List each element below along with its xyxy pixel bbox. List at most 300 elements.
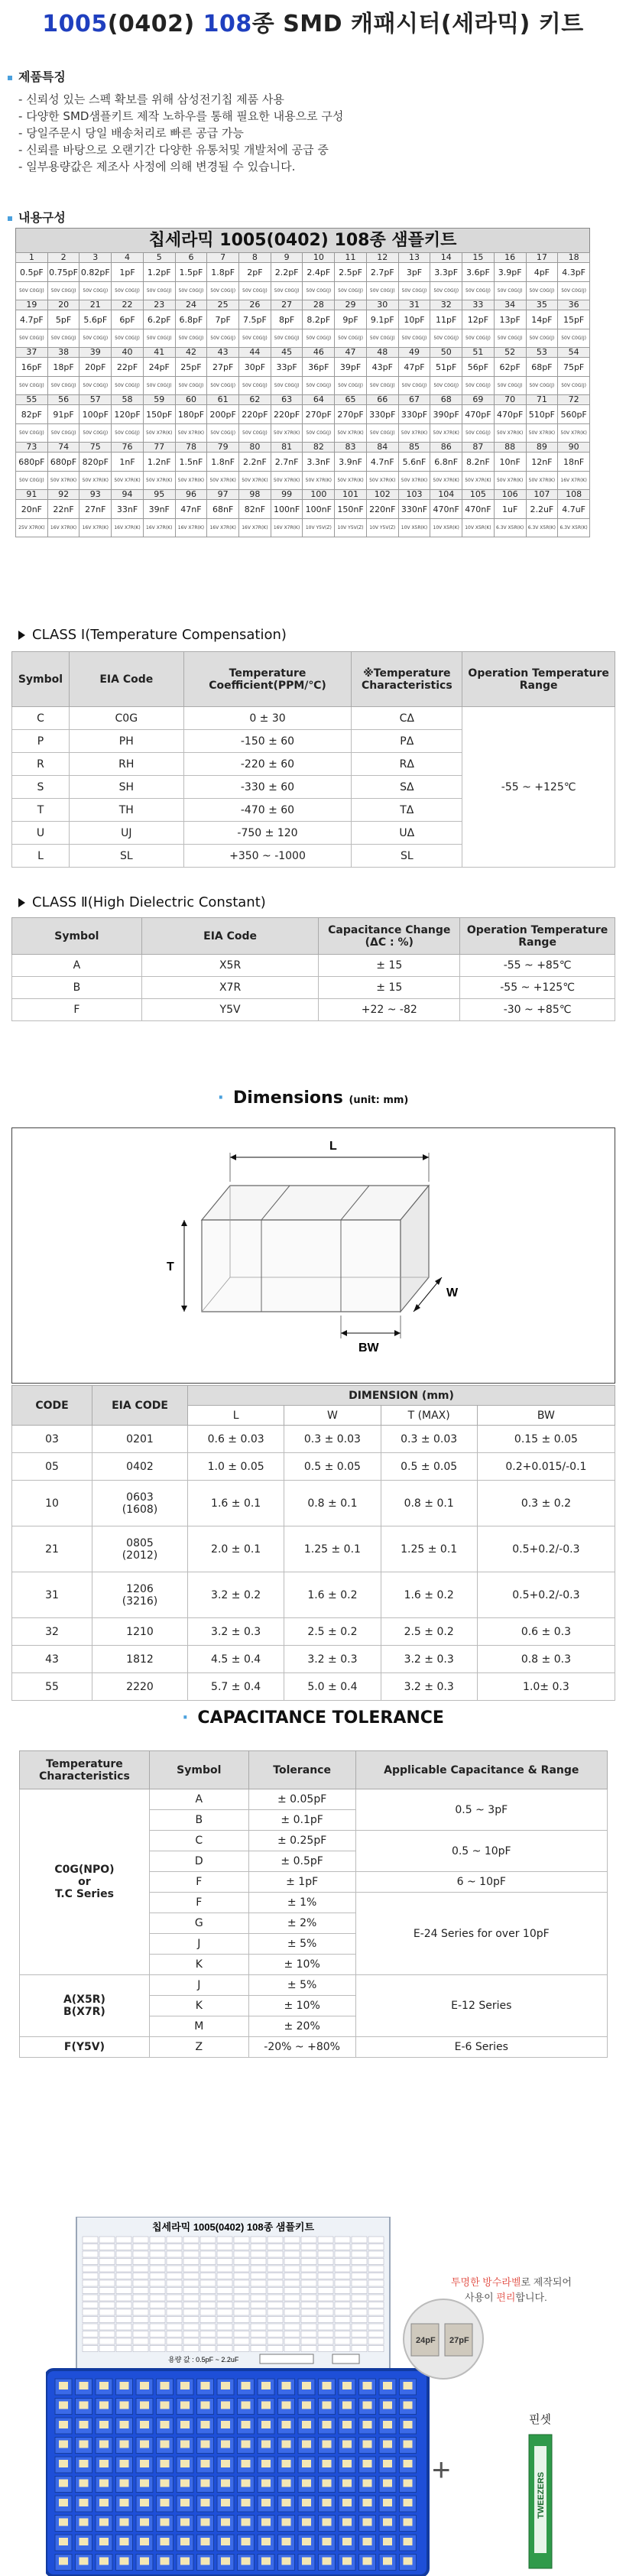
kit-spec: 50V C0G(J) (303, 329, 335, 348)
kit-value: 1pF (112, 263, 144, 282)
chip-label-a: 24pF (416, 2336, 436, 2345)
kit-spec: 50V C0G(J) (494, 282, 526, 300)
kit-spec: 50V C0G(J) (47, 424, 79, 443)
dim-row (12, 1572, 615, 1618)
kit-number: 90 (558, 443, 590, 453)
callout-a: 투명한 방수라벨 (451, 2276, 521, 2288)
svg-text:투명한 방수라벨로 제작되어 (451, 2276, 572, 2288)
tolerance-group: F(Y5V) (20, 2037, 150, 2058)
kit-value: 8.2nF (462, 453, 495, 472)
kit-value: 820pF (79, 453, 112, 472)
kit-spec: 50V C0G(J) (494, 329, 526, 348)
kit-number: 14 (430, 253, 462, 263)
kit-number: 3 (79, 253, 112, 263)
dim-cell: 1.25 ± 0.1 (284, 1526, 381, 1572)
dim-cell: 0.2+0.015/-0.1 (477, 1453, 615, 1481)
kit-number-row (16, 443, 590, 453)
kit-number: 33 (462, 300, 495, 310)
label-w: W (446, 1286, 459, 1299)
kit-spec: 50V X7R(K) (175, 424, 207, 443)
kit-value: 27pF (207, 358, 239, 377)
dim-bw-header: BW (477, 1406, 615, 1426)
kit-number: 86 (430, 443, 462, 453)
dim-cell: 0.6 ± 0.03 (188, 1426, 284, 1453)
kit-value: 270pF (303, 405, 335, 424)
kit-number: 1 (16, 253, 48, 263)
feature-item: - 다양한 SMD샘플키트 제작 노하우를 통해 필요한 내용으로 구성 (18, 108, 626, 125)
kit-value: 5pF (47, 310, 79, 329)
kit-value: 2.7nF (271, 453, 303, 472)
kit-value: 3.9nF (335, 453, 367, 472)
kit-value: 24pF (143, 358, 175, 377)
kit-spec: 16V X7R(K) (207, 519, 239, 537)
kit-value: 330pF (398, 405, 430, 424)
kit-number: 55 (16, 395, 48, 405)
tolerance-symbol: Z (149, 2037, 248, 2058)
kit-number: 72 (558, 395, 590, 405)
dim-cell: 0.8 ± 0.1 (284, 1481, 381, 1526)
kit-spec: 50V C0G(J) (398, 282, 430, 300)
kit-spec: 50V C0G(J) (79, 424, 112, 443)
kit-spec: 50V X7R(K) (494, 472, 526, 490)
kit-value: 150pF (143, 405, 175, 424)
class1-cell: RΔ (352, 753, 462, 776)
kit-value: 6pF (112, 310, 144, 329)
kit-number: 15 (462, 253, 495, 263)
class1-cell: +350 ~ -1000 (183, 845, 352, 868)
class1-cell: -330 ± 60 (183, 776, 352, 799)
kit-spec: 50V C0G(J) (16, 329, 48, 348)
kit-value: 2.2nF (239, 453, 271, 472)
tolerance-value: ± 5% (248, 1934, 355, 1955)
kit-spec: 50V C0G(J) (239, 329, 271, 348)
kit-value: 470pF (462, 405, 495, 424)
class1-header: Operation Temperature Range (462, 652, 615, 707)
kit-spec: 50V C0G(J) (398, 377, 430, 395)
callout-d: 편리 (496, 2292, 516, 2303)
kit-table (15, 252, 590, 537)
dim-cell: 5.7 ± 0.4 (188, 1673, 284, 1701)
kit-number: 18 (558, 253, 590, 263)
kit-number: 101 (335, 490, 367, 500)
dim-cell: 05 (12, 1453, 92, 1481)
feature-item: - 일부용량값은 제조사 사정에 의해 변경될 수 있습니다. (18, 158, 626, 175)
kit-number: 84 (366, 443, 398, 453)
dim-cell: 0.3 ± 0.2 (477, 1481, 615, 1526)
dim-cell: 03 (12, 1426, 92, 1453)
kit-number: 62 (239, 395, 271, 405)
tolerance-value: -20% ~ +80% (248, 2037, 355, 2058)
dim-cell: 0402 (92, 1453, 188, 1481)
dim-cell: 0.8 ± 0.3 (477, 1646, 615, 1673)
kit-number: 66 (366, 395, 398, 405)
tolerance-symbol: F (149, 1893, 248, 1913)
kit-number: 99 (271, 490, 303, 500)
kit-value: 120pF (112, 405, 144, 424)
kit-spec: 16V X7R(K) (239, 519, 271, 537)
kit-spec: 50V C0G(J) (207, 282, 239, 300)
class2-cell: ± 15 (319, 955, 460, 977)
tolerance-range: 6 ~ 10pF (355, 1872, 607, 1893)
kit-spec: 50V C0G(J) (79, 282, 112, 300)
class1-header-row (12, 652, 615, 707)
kit-spec: 16V X7R(K) (47, 519, 79, 537)
class2-header: Symbol (12, 918, 142, 955)
kit-value: 68pF (526, 358, 558, 377)
class2-cell: -30 ~ +85℃ (460, 999, 615, 1021)
label-l: L (329, 1140, 337, 1153)
kit-number: 94 (112, 490, 144, 500)
class1-header: Temperature Coefficient(PPM/℃) (183, 652, 352, 707)
kit-spec: 50V C0G(J) (430, 329, 462, 348)
kit-number: 65 (335, 395, 367, 405)
kit-spec: 50V X7R(K) (79, 472, 112, 490)
chip-label-b: 27pF (449, 2336, 469, 2345)
kit-spec: 50V C0G(J) (16, 424, 48, 443)
kit-number: 96 (175, 490, 207, 500)
kit-value: 220pF (239, 405, 271, 424)
kit-value: 12nF (526, 453, 558, 472)
kit-spec: 50V X7R(K) (271, 424, 303, 443)
kit-spec: 50V C0G(J) (79, 377, 112, 395)
dim-cell: 32 (12, 1618, 92, 1646)
kit-value: 3.3pF (430, 263, 462, 282)
kit-spec: 50V C0G(J) (430, 377, 462, 395)
kit-spec: 50V C0G(J) (16, 282, 48, 300)
kit-number: 82 (303, 443, 335, 453)
dim-cell: 2.5 ± 0.2 (284, 1618, 381, 1646)
label-t: T (167, 1260, 174, 1273)
class2-cell: +22 ~ -82 (319, 999, 460, 1021)
kit-spec: 10V X5R(K) (398, 519, 430, 537)
kit-value: 56pF (462, 358, 495, 377)
kit-value: 220pF (271, 405, 303, 424)
class1-cell: TH (69, 799, 183, 822)
dim-cell: 0.5 ± 0.05 (284, 1453, 381, 1481)
dim-cell: 0201 (92, 1426, 188, 1453)
dim-cell: 0.5+0.2/-0.3 (477, 1572, 615, 1618)
kit-spec: 50V C0G(J) (112, 424, 144, 443)
class1-cell: -470 ± 60 (183, 799, 352, 822)
kit-spec: 50V X7R(K) (494, 424, 526, 443)
kit-number: 106 (494, 490, 526, 500)
kit-value: 0.82pF (79, 263, 112, 282)
dim-cell: 3.2 ± 0.2 (188, 1572, 284, 1618)
kit-spec: 50V C0G(J) (526, 329, 558, 348)
class2-cell: B (12, 977, 142, 999)
kit-value: 62pF (494, 358, 526, 377)
dim-row (12, 1453, 615, 1481)
kit-value: 1.2nF (143, 453, 175, 472)
kit-number: 47 (335, 348, 367, 358)
kit-spec: 16V X7R(K) (271, 519, 303, 537)
tolerance-symbol: D (149, 1851, 248, 1872)
kit-number: 39 (79, 348, 112, 358)
kit-value: 1uF (494, 500, 526, 519)
kit-number: 44 (239, 348, 271, 358)
kit-value: 1nF (112, 453, 144, 472)
kit-table-wrap (15, 228, 590, 537)
kit-value: 15pF (558, 310, 590, 329)
kit-spec: 10V Y5V(Z) (303, 519, 335, 537)
kit-spec: 50V C0G(J) (462, 282, 495, 300)
kit-number: 45 (271, 348, 303, 358)
tolerance-row (20, 1975, 608, 1996)
kit-number: 40 (112, 348, 144, 358)
kit-spec: 50V C0G(J) (366, 377, 398, 395)
tolerance-symbol: K (149, 1955, 248, 1975)
kit-spec: 50V C0G(J) (271, 329, 303, 348)
label-bw: BW (358, 1342, 379, 1355)
dimension-diagram (11, 1127, 615, 1384)
kit-number: 2 (47, 253, 79, 263)
dim-cell: 0603 (1608) (92, 1481, 188, 1526)
kit-value: 2.4pF (303, 263, 335, 282)
kit-spec: 50V C0G(J) (462, 329, 495, 348)
kit-value: 68nF (207, 500, 239, 519)
kit-number: 30 (366, 300, 398, 310)
class2-cell: X5R (141, 955, 319, 977)
class1-cell: R (12, 753, 70, 776)
tolerance-value: ± 2% (248, 1913, 355, 1934)
kit-number: 69 (462, 395, 495, 405)
features-list (18, 91, 626, 175)
kit-number: 51 (462, 348, 495, 358)
kit-spec: 6.3V X5R(K) (494, 519, 526, 537)
kit-value: 4.7nF (366, 453, 398, 472)
kit-spec: 50V C0G(J) (335, 282, 367, 300)
kit-number: 67 (398, 395, 430, 405)
kit-value: 200pF (207, 405, 239, 424)
dim-l-header: L (188, 1406, 284, 1426)
kit-value: 43pF (366, 358, 398, 377)
tolerance-title: · CAPACITANCE TOLERANCE (182, 1708, 444, 1728)
kit-spec: 50V X7R(K) (366, 472, 398, 490)
kit-spec: 50V C0G(J) (366, 329, 398, 348)
kit-number: 78 (175, 443, 207, 453)
dim-cell: 1.6 ± 0.2 (381, 1572, 477, 1618)
class1-cell: C (12, 707, 70, 730)
kit-number: 103 (398, 490, 430, 500)
dim-cell: 1.6 ± 0.2 (284, 1572, 381, 1618)
kit-number: 77 (143, 443, 175, 453)
kit-value: 3.9pF (494, 263, 526, 282)
tolerance-range: E-6 Series (355, 2037, 607, 2058)
kit-spec: 50V C0G(J) (398, 329, 430, 348)
kit-spec: 50V C0G(J) (47, 377, 79, 395)
dim-cell: 0805 (2012) (92, 1526, 188, 1572)
kit-number: 61 (207, 395, 239, 405)
dim-cell: 1812 (92, 1646, 188, 1673)
class2-cell: Y5V (141, 999, 319, 1021)
kit-value: 330nF (398, 500, 430, 519)
kit-number: 87 (462, 443, 495, 453)
kit-value: 22nF (47, 500, 79, 519)
dim-code-header: CODE (12, 1386, 92, 1426)
kit-value: 16pF (16, 358, 48, 377)
class1-header: ※Temperature Characteristics (352, 652, 462, 707)
kit-number: 79 (207, 443, 239, 453)
kit-spec: 50V C0G(J) (143, 282, 175, 300)
kit-value: 0.75pF (47, 263, 79, 282)
kit-number: 21 (79, 300, 112, 310)
kit-value-row (16, 405, 590, 424)
dim-cell: 43 (12, 1646, 92, 1673)
kit-spec: 50V C0G(J) (175, 329, 207, 348)
class1-header: Symbol (12, 652, 70, 707)
kit-spec: 16V X7R(K) (79, 519, 112, 537)
kit-spec: 50V C0G(J) (47, 329, 79, 348)
page-title: 1005(0402) 108종 SMD 캐패시터(세라믹) 키트 (42, 11, 584, 37)
dim-cell: 10 (12, 1481, 92, 1526)
dim-cell: 1210 (92, 1618, 188, 1646)
kit-number: 107 (526, 490, 558, 500)
kit-number: 19 (16, 300, 48, 310)
kit-value: 25pF (175, 358, 207, 377)
class2-cell: F (12, 999, 142, 1021)
class2-cell: A (12, 955, 142, 977)
tolerance-value: ± 5% (248, 1975, 355, 1996)
kit-number: 52 (494, 348, 526, 358)
tolerance-range: E-12 Series (355, 1975, 607, 2037)
kit-value: 180pF (175, 405, 207, 424)
kit-value: 39pF (335, 358, 367, 377)
tolerance-value: ± 0.1pF (248, 1810, 355, 1831)
kit-number: 54 (558, 348, 590, 358)
class1-cell: -220 ± 60 (183, 753, 352, 776)
tolerance-value: ± 10% (248, 1996, 355, 2016)
kit-value: 91pF (47, 405, 79, 424)
kit-spec: 50V X7R(K) (430, 472, 462, 490)
dim-cell: 1.0± 0.3 (477, 1673, 615, 1701)
dim-cell: 2.0 ± 0.1 (188, 1526, 284, 1572)
class2-cell: ± 15 (319, 977, 460, 999)
svg-text:사용이 편리합니다. (465, 2292, 547, 2303)
kit-spec-row (16, 329, 590, 348)
class1-header: EIA Code (69, 652, 183, 707)
kit-number: 92 (47, 490, 79, 500)
kit-spec: 50V C0G(J) (526, 282, 558, 300)
kit-spec: 50V C0G(J) (207, 377, 239, 395)
dimensions-title: · Dimensions (unit: mm) (217, 1088, 409, 1108)
kit-spec: 10V X5R(K) (462, 519, 495, 537)
kit-box-illustration (46, 2217, 581, 2576)
tolerance-header: Temperature Characteristics (20, 1751, 150, 1789)
kit-spec: 10V Y5V(Z) (335, 519, 367, 537)
kit-spec: 50V X7R(K) (398, 424, 430, 443)
kit-spec: 50V C0G(J) (16, 377, 48, 395)
kit-value: 4.3pF (558, 263, 590, 282)
class1-cell: T (12, 799, 70, 822)
kit-value: 4.7pF (16, 310, 48, 329)
tolerance-range: 0.5 ~ 3pF (355, 1789, 607, 1831)
kit-value: 150nF (335, 500, 367, 519)
kit-value: 470pF (494, 405, 526, 424)
kit-spec: 50V X7R(K) (335, 424, 367, 443)
kit-number: 97 (207, 490, 239, 500)
tolerance-value: ± 1% (248, 1893, 355, 1913)
kit-number: 38 (47, 348, 79, 358)
class1-cell: P (12, 730, 70, 753)
class1-cell: -150 ± 60 (183, 730, 352, 753)
dim-row (12, 1481, 615, 1526)
kit-value: 20pF (79, 358, 112, 377)
kit-number: 49 (398, 348, 430, 358)
kit-number: 37 (16, 348, 48, 358)
kit-spec: 50V C0G(J) (366, 282, 398, 300)
features-heading: 제품특징 (8, 67, 626, 85)
kit-spec: 50V X7R(K) (239, 472, 271, 490)
kit-value: 1.8pF (207, 263, 239, 282)
kit-spec: 50V C0G(J) (239, 282, 271, 300)
kit-value: 3pF (398, 263, 430, 282)
dim-eia-header: EIA CODE (92, 1386, 188, 1426)
tolerance-range: 0.5 ~ 10pF (355, 1831, 607, 1872)
kit-value: 22pF (112, 358, 144, 377)
kit-number: 91 (16, 490, 48, 500)
kit-value: 36pF (303, 358, 335, 377)
tolerance-symbol: F (149, 1872, 248, 1893)
kit-spec: 50V C0G(J) (558, 282, 590, 300)
tolerance-symbol: J (149, 1934, 248, 1955)
kit-value: 220nF (366, 500, 398, 519)
kit-value: 3.6pF (462, 263, 495, 282)
kit-number: 80 (239, 443, 271, 453)
kit-value: 510pF (526, 405, 558, 424)
kit-spec: 50V C0G(J) (303, 282, 335, 300)
class2-header: Operation Temperature Range (460, 918, 615, 955)
kit-value: 27nF (79, 500, 112, 519)
kit-spec: 50V C0G(J) (303, 424, 335, 443)
kit-value: 12pF (462, 310, 495, 329)
kit-number: 59 (143, 395, 175, 405)
kit-number: 104 (430, 490, 462, 500)
dim-header-row (12, 1386, 615, 1406)
dim-row (12, 1526, 615, 1572)
kit-number: 70 (494, 395, 526, 405)
kit-number: 75 (79, 443, 112, 453)
plus-sign: + (432, 2451, 451, 2487)
class1-cell: SL (352, 845, 462, 868)
kit-number: 10 (303, 253, 335, 263)
class2-header-row (12, 918, 615, 955)
kit-number-row (16, 490, 590, 500)
kit-value: 18pF (47, 358, 79, 377)
kit-value: 6.2pF (143, 310, 175, 329)
dim-cell: 5.0 ± 0.4 (284, 1673, 381, 1701)
kit-spec: 50V X7R(K) (398, 472, 430, 490)
kit-number: 74 (47, 443, 79, 453)
kit-number: 46 (303, 348, 335, 358)
class2-heading: CLASS Ⅱ(High Dielectric Constant) (18, 894, 266, 910)
kit-number: 41 (143, 348, 175, 358)
kit-number: 22 (112, 300, 144, 310)
kit-spec: 50V X7R(K) (143, 424, 175, 443)
kit-number: 32 (430, 300, 462, 310)
dim-cell: 31 (12, 1572, 92, 1618)
kit-spec: 50V X7R(K) (526, 472, 558, 490)
kit-value: 560pF (558, 405, 590, 424)
tolerance-symbol: G (149, 1913, 248, 1934)
kit-value: 4pF (526, 263, 558, 282)
kit-value: 2.2uF (526, 500, 558, 519)
kit-number: 56 (47, 395, 79, 405)
class1-cell: L (12, 845, 70, 868)
kit-number: 25 (207, 300, 239, 310)
kit-number: 98 (239, 490, 271, 500)
dim-cell: 1.6 ± 0.1 (188, 1481, 284, 1526)
kit-spec: 50V X7R(K) (207, 472, 239, 490)
